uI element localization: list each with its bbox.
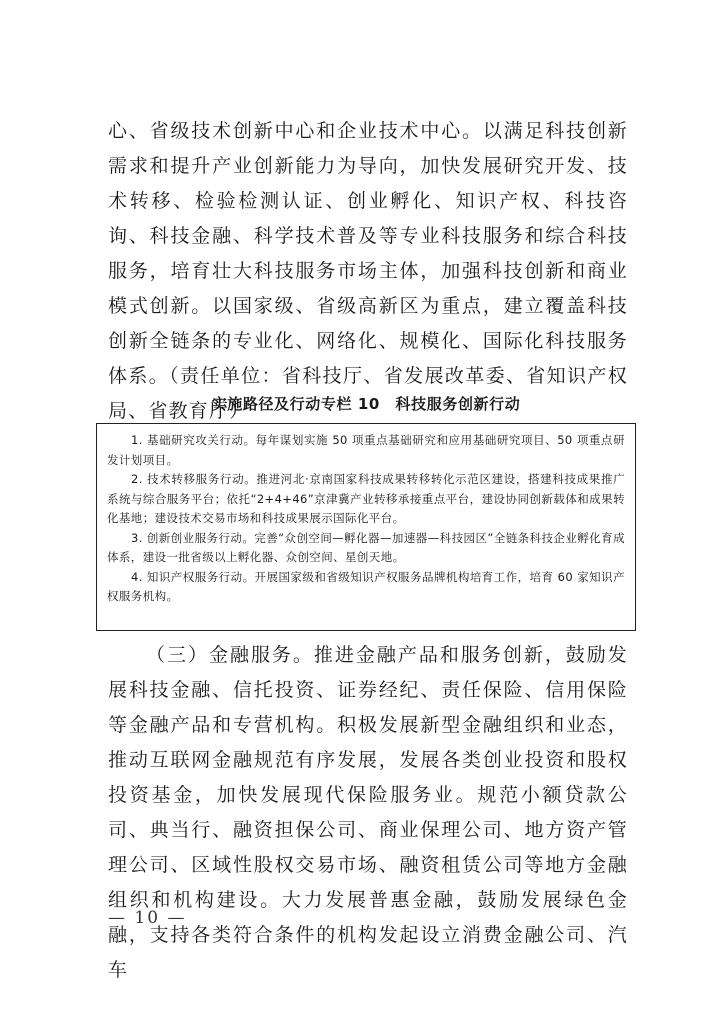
page-number: — 10 —	[108, 908, 187, 928]
box-item-innovation-startup: 3. 创新创业服务行动。完善“众创空间—孵化器—加速器—科技园区”全链条科技企业孵化育成体系，建设一批省级以上孵化器、众创空间、星创天地。	[107, 530, 625, 564]
body-paragraph-continued: 心、省级技术创新中心和企业技术中心。以满足科技创新需求和提升产业创新能力为导向，加快发展研究开发、技术转移、检验检测认证、创业孵化、知识产权、科技咨询、科技金融、科学技术普及等专业科技服务和综合科技服务，培育壮大科技服务市场主体，加强科技创新和商业模式创新。以国家级、省级高新区为重点，建立覆盖科技创新全链条的专业化、网络化、规模化、国际化科技服务体系。（责任单位：省科技厅、省发展改革委、省知识产权局、省教育厅）	[108, 120, 628, 422]
box-item-tech-transfer: 2. 技术转移服务行动。推进河北·京南国家科技成果转移转化示范区建设，搭建科技成果推广系统与综合服务平台；依托“2+4+46”京津冀产业转移承接重点平台，建设协同创新载体和成果转化基地；建设技术交易市场和科技成果展示国际化平台。	[107, 472, 625, 525]
body-paragraph-finance: （三）金融服务。推进金融产品和服务创新，鼓励发展科技金融、信托投资、证券经纪、责任保险、信用保险等金融产品和专营机构。积极发展新型金融组织和业态，推动互联网金融规范有序发展，发展各类创业投资和股权投资基金，加快发展现代保险服务业。规范小额贷款公司、典当行、融资担保公司、商业保理公司、地方资产管理公司、区域性股权交易市场、融资租赁公司等地方金融组织和机构建设。大力发展普惠金融，鼓励发展绿色金融，支持各类符合条件的机构发起设立消费金融公司、汽车	[108, 644, 628, 981]
action-box	[96, 423, 636, 631]
box-item-ip-service: 4. 知识产权服务行动。开展国家级和省级知识产权服务品牌机构培育工作，培育 60 家知识产权服务机构。	[107, 569, 625, 603]
box-item-basic-research: 1. 基础研究攻关行动。每年谋划实施 50 项重点基础研究和应用基础研究项目、50 项重点研发计划项目。	[107, 433, 625, 467]
box-title: 实施路径及行动专栏 10 科技服务创新行动	[211, 395, 521, 413]
